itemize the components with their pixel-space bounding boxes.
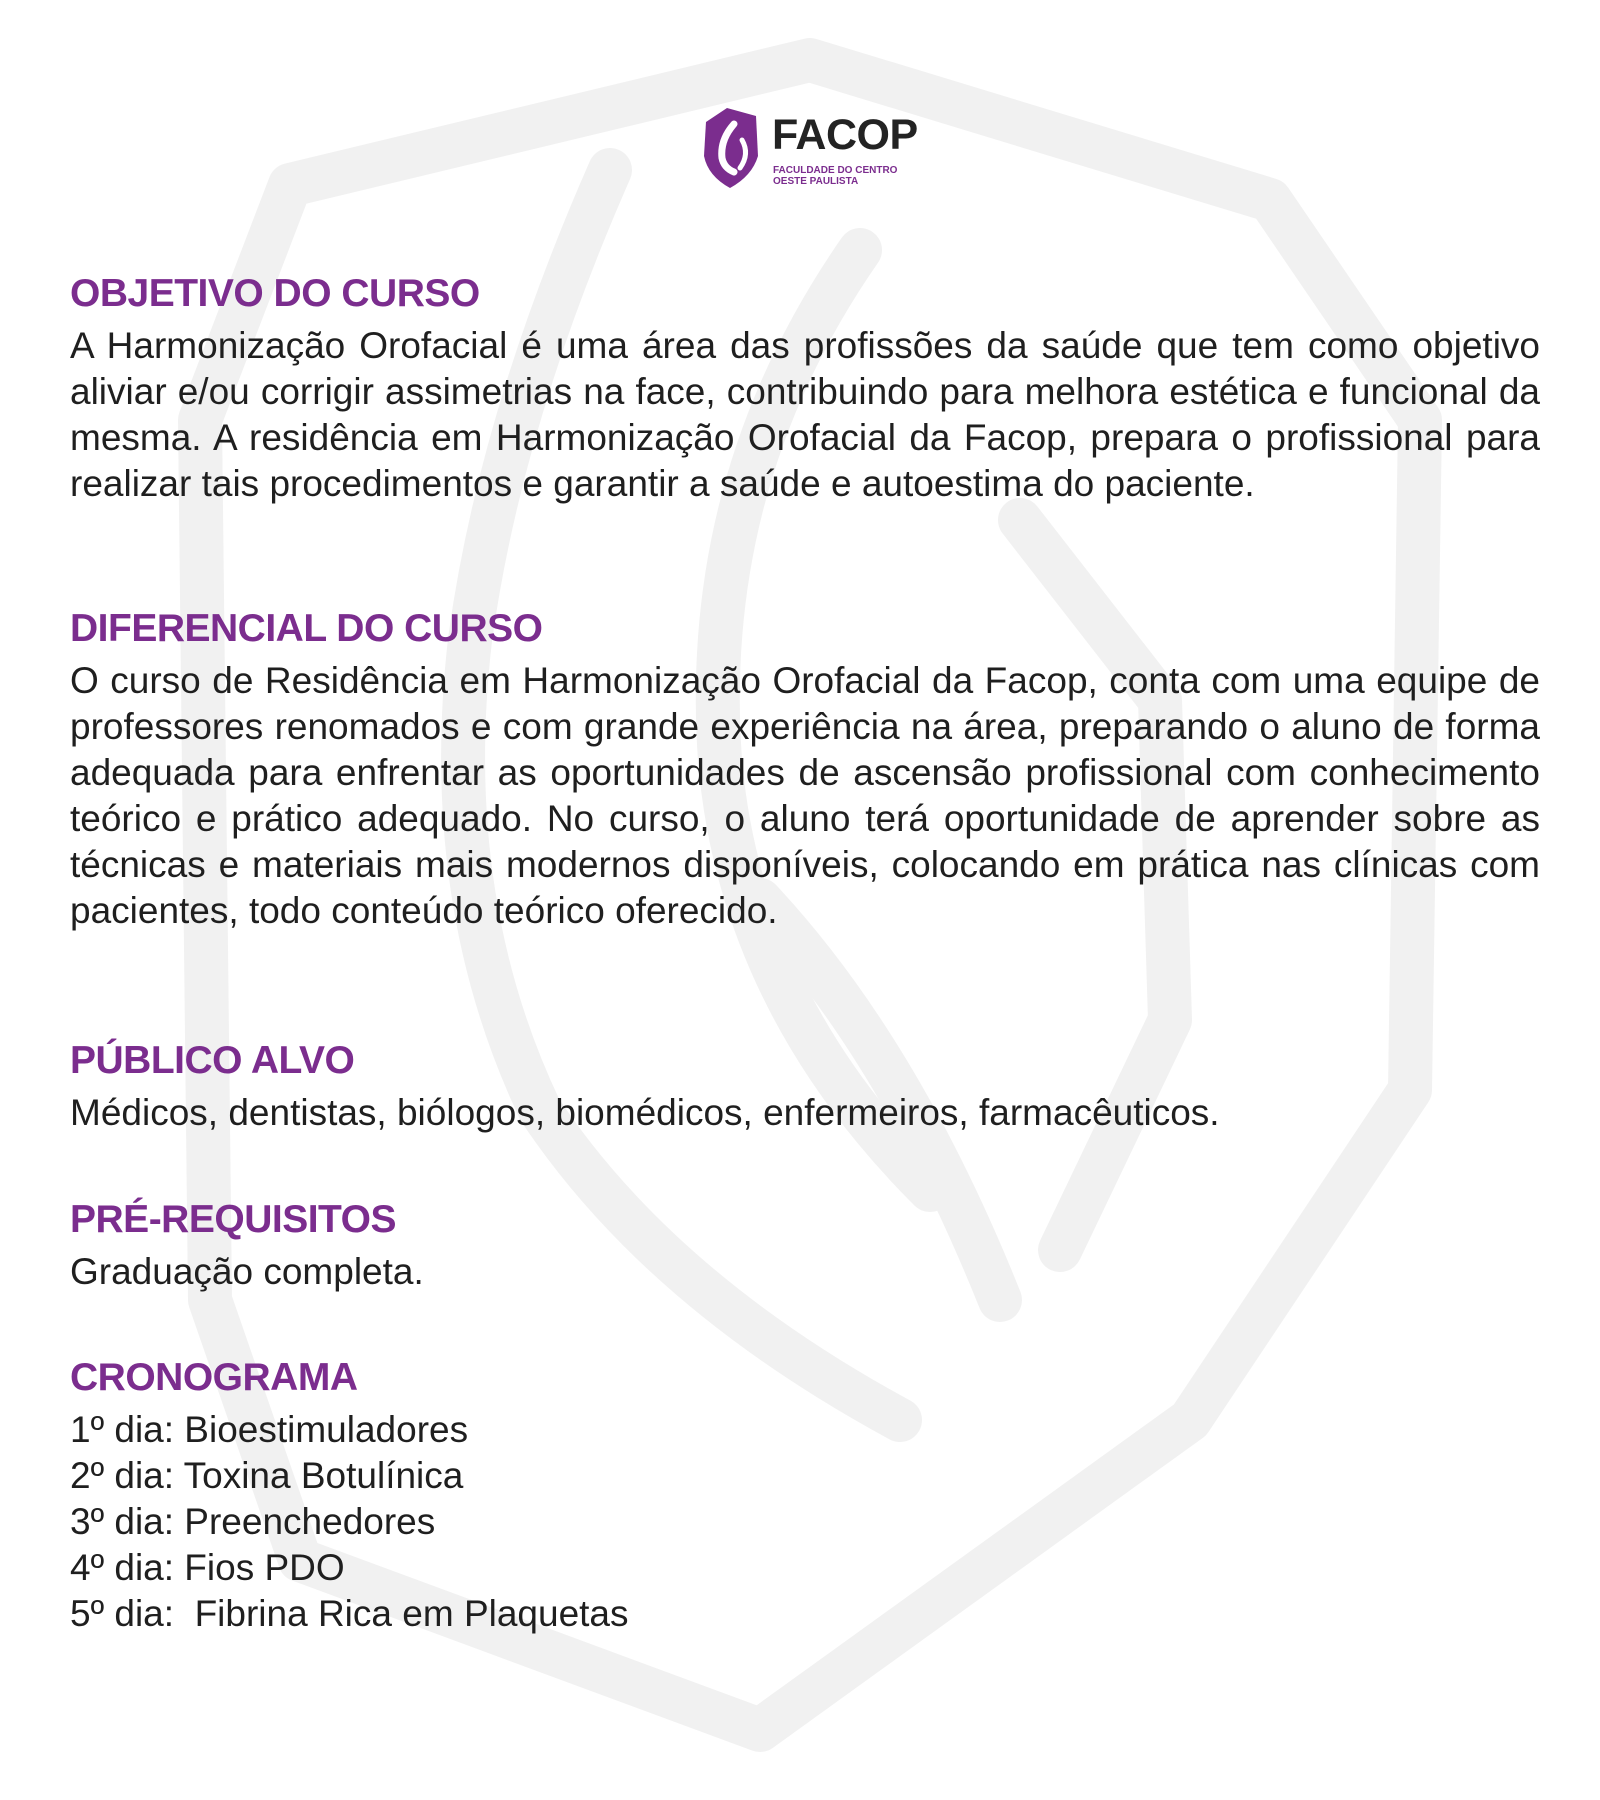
section-text-diferencial: O curso de Residência em Harmonização Orofacial da Facop, conta com uma equipe de professores renomados e com grande experiência na área, preparando o aluno de forma adequada para enfrentar as oportunidades de ascensão profissional com conhecimento teórico e prático adequado. No curso, o aluno terá oportunidade de aprender sobre as técnicas e materiais mais modernos disponíveis, colocando em prática nas clínicas com pacientes, todo conteúdo teórico oferecido. (70, 660, 1540, 931)
cronograma-item: 3º dia: Preenchedores (70, 1501, 436, 1542)
logo-name: FACOP (772, 111, 918, 159)
facop-shield-logo-icon (700, 106, 762, 190)
section-pre-requisitos (70, 1197, 1540, 1295)
section-heading-objetivo: OBJETIVO DO CURSO (70, 272, 480, 315)
cronograma-item: 1º dia: Bioestimuladores (70, 1409, 469, 1450)
section-text-pre-requisitos: Graduação completa. (70, 1251, 424, 1292)
cronograma-item: 2º dia: Toxina Botulínica (70, 1455, 464, 1496)
section-heading-publico-alvo: PÚBLICO ALVO (70, 1039, 355, 1082)
section-text-publico-alvo: Médicos, dentistas, biólogos, biomédicos, enfermeiros, farmacêuticos. (70, 1092, 1220, 1133)
section-heading-diferencial: DIFERENCIAL DO CURSO (70, 607, 543, 650)
cronograma-item: 4º dia: Fios PDO (70, 1547, 345, 1588)
cronograma-list (70, 1407, 1540, 1637)
cronograma-item: 5º dia: Fibrina Rica em Plaquetas (70, 1593, 629, 1634)
section-text-objetivo: A Harmonização Orofacial é uma área das profissões da saúde que tem como objetivo aliviar e/ou corrigir assimetrias na face, contribuindo para melhora estética e funcional da mesma. A residência em Harmonização Orofacial da Facop, prepara o profissional para realizar tais procedimentos e garantir a saúde e autoestima do paciente. (70, 325, 1540, 504)
logo-subtitle: FACULDADE DO CENTRO OESTE PAULISTA (773, 165, 898, 187)
facop-logo (700, 106, 920, 192)
section-heading-pre-requisitos: PRÉ-REQUISITOS (70, 1198, 397, 1241)
section-diferencial (70, 606, 1540, 934)
section-publico-alvo (70, 1038, 1540, 1136)
section-cronograma (70, 1355, 1540, 1637)
section-objetivo (70, 271, 1540, 507)
section-heading-cronograma: CRONOGRAMA (70, 1356, 358, 1399)
